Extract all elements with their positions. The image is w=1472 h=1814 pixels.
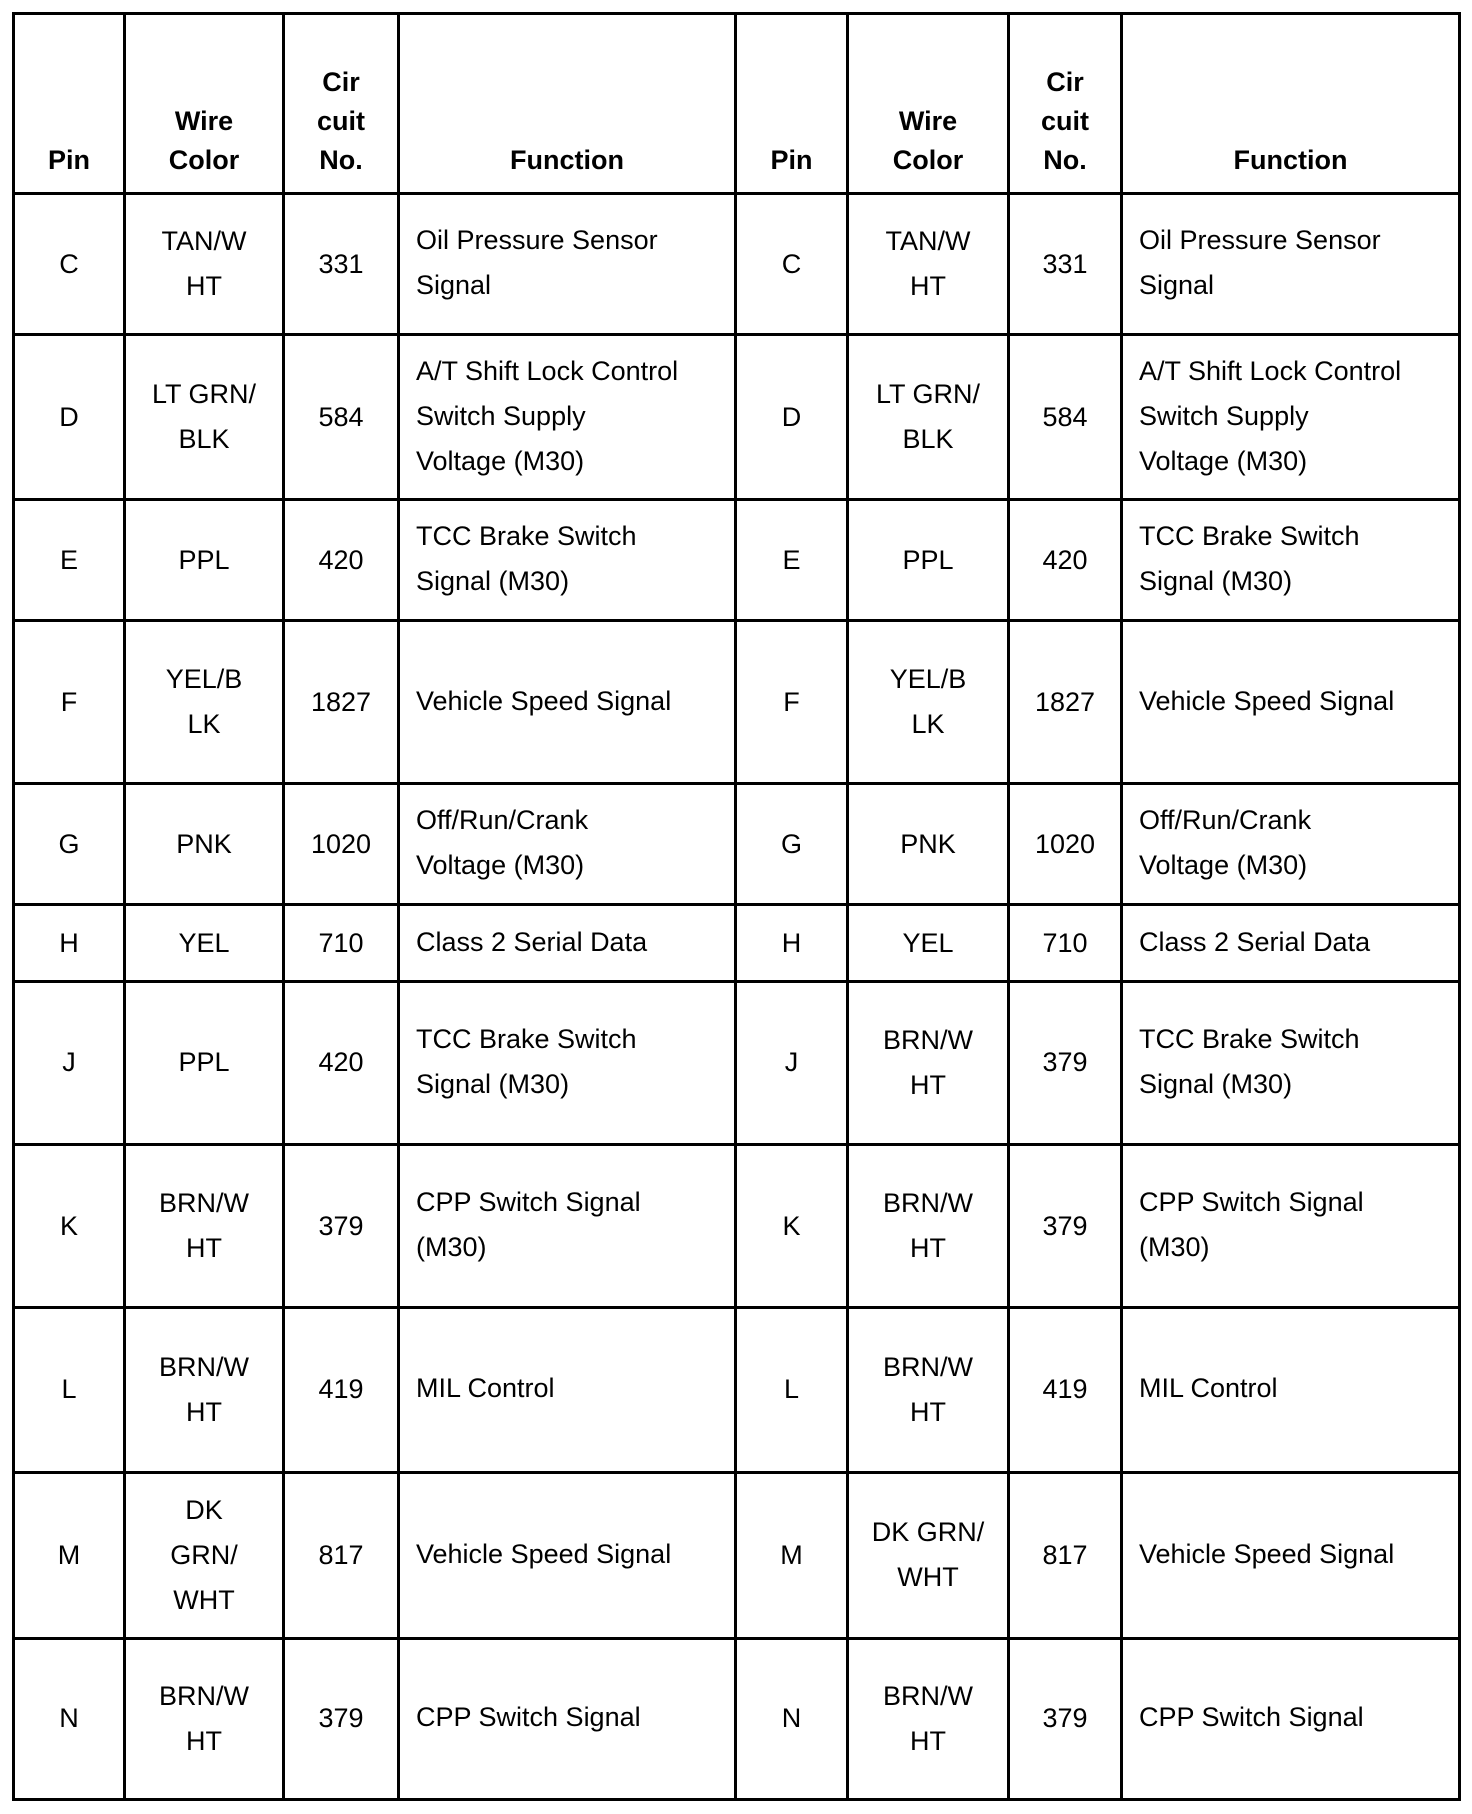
function-cell: CPP Switch Signal bbox=[399, 1638, 736, 1799]
wire-color-cell: DK GRN/ WHT bbox=[848, 1472, 1009, 1638]
circuit-no-cell: 584 bbox=[1009, 335, 1122, 500]
circuit-no-cell: 419 bbox=[284, 1308, 399, 1472]
pin-cell: D bbox=[736, 335, 848, 500]
function-cell: MIL Control bbox=[399, 1308, 736, 1472]
wire-color-cell: LT GRN/ BLK bbox=[848, 335, 1009, 500]
table-row bbox=[14, 1472, 1460, 1638]
pin-cell: E bbox=[14, 500, 125, 621]
circuit-no-cell: 379 bbox=[1009, 1638, 1122, 1799]
pin-cell: K bbox=[736, 1145, 848, 1308]
circuit-no-cell: 331 bbox=[1009, 194, 1122, 335]
wire-color-cell: PPL bbox=[125, 981, 284, 1144]
circuit-no-cell: 1020 bbox=[1009, 784, 1122, 905]
function-cell: A/T Shift Lock Control Switch Supply Voltage (M30) bbox=[1122, 335, 1460, 500]
pin-cell: M bbox=[14, 1472, 125, 1638]
pin-cell: D bbox=[14, 335, 125, 500]
circuit-no-cell: 710 bbox=[1009, 905, 1122, 982]
header-circuit-no: Cir cuit No. bbox=[284, 14, 399, 194]
table-row bbox=[14, 194, 1460, 335]
wire-color-cell: BRN/W HT bbox=[125, 1308, 284, 1472]
circuit-no-cell: 379 bbox=[1009, 981, 1122, 1144]
pin-cell: J bbox=[14, 981, 125, 1144]
pin-cell: N bbox=[14, 1638, 125, 1799]
function-cell: Off/Run/Crank Voltage (M30) bbox=[1122, 784, 1460, 905]
table-row bbox=[14, 1145, 1460, 1308]
function-cell: TCC Brake Switch Signal (M30) bbox=[399, 500, 736, 621]
pin-cell: J bbox=[736, 981, 848, 1144]
pin-cell: F bbox=[736, 621, 848, 784]
table-row bbox=[14, 1638, 1460, 1799]
function-cell: CPP Switch Signal bbox=[1122, 1638, 1460, 1799]
function-cell: Class 2 Serial Data bbox=[399, 905, 736, 982]
circuit-no-cell: 331 bbox=[284, 194, 399, 335]
pin-cell: G bbox=[14, 784, 125, 905]
pin-cell: H bbox=[14, 905, 125, 982]
pin-cell: L bbox=[14, 1308, 125, 1472]
wire-color-cell: BRN/W HT bbox=[848, 1638, 1009, 1799]
function-cell: TCC Brake Switch Signal (M30) bbox=[1122, 500, 1460, 621]
table-row bbox=[14, 621, 1460, 784]
wire-color-cell: BRN/W HT bbox=[125, 1638, 284, 1799]
wire-color-cell: PNK bbox=[848, 784, 1009, 905]
wire-color-cell: YEL/B LK bbox=[125, 621, 284, 784]
function-cell: A/T Shift Lock Control Switch Supply Voltage (M30) bbox=[399, 335, 736, 500]
function-cell: Oil Pressure Sensor Signal bbox=[399, 194, 736, 335]
function-cell: TCC Brake Switch Signal (M30) bbox=[399, 981, 736, 1144]
wire-color-cell: BRN/W HT bbox=[848, 1308, 1009, 1472]
connector-pinout-table bbox=[12, 12, 1461, 1801]
table-row bbox=[14, 981, 1460, 1144]
function-cell: Vehicle Speed Signal bbox=[399, 1472, 736, 1638]
wire-color-cell: DK GRN/ WHT bbox=[125, 1472, 284, 1638]
circuit-no-cell: 817 bbox=[284, 1472, 399, 1638]
table-row bbox=[14, 905, 1460, 982]
function-cell: Vehicle Speed Signal bbox=[399, 621, 736, 784]
header-row bbox=[14, 14, 1460, 194]
table-row bbox=[14, 500, 1460, 621]
wire-color-cell: YEL/B LK bbox=[848, 621, 1009, 784]
function-cell: Off/Run/Crank Voltage (M30) bbox=[399, 784, 736, 905]
wire-color-cell: BRN/W HT bbox=[848, 1145, 1009, 1308]
pin-cell: C bbox=[736, 194, 848, 335]
circuit-no-cell: 710 bbox=[284, 905, 399, 982]
wire-color-cell: PPL bbox=[125, 500, 284, 621]
pin-cell: H bbox=[736, 905, 848, 982]
circuit-no-cell: 1827 bbox=[1009, 621, 1122, 784]
header-function: Function bbox=[399, 14, 736, 194]
circuit-no-cell: 379 bbox=[284, 1638, 399, 1799]
wire-color-cell: LT GRN/ BLK bbox=[125, 335, 284, 500]
function-cell: CPP Switch Signal (M30) bbox=[399, 1145, 736, 1308]
function-cell: CPP Switch Signal (M30) bbox=[1122, 1145, 1460, 1308]
header-pin: Pin bbox=[736, 14, 848, 194]
wire-color-cell: TAN/W HT bbox=[125, 194, 284, 335]
table-row bbox=[14, 335, 1460, 500]
circuit-no-cell: 419 bbox=[1009, 1308, 1122, 1472]
function-cell: Oil Pressure Sensor Signal bbox=[1122, 194, 1460, 335]
pin-cell: M bbox=[736, 1472, 848, 1638]
header-wire-color: Wire Color bbox=[125, 14, 284, 194]
pin-cell: K bbox=[14, 1145, 125, 1308]
function-cell: Class 2 Serial Data bbox=[1122, 905, 1460, 982]
wire-color-cell: PPL bbox=[848, 500, 1009, 621]
pin-cell: C bbox=[14, 194, 125, 335]
function-cell: MIL Control bbox=[1122, 1308, 1460, 1472]
circuit-no-cell: 379 bbox=[284, 1145, 399, 1308]
wire-color-cell: BRN/W HT bbox=[125, 1145, 284, 1308]
wire-color-cell: YEL bbox=[125, 905, 284, 982]
wire-color-cell: BRN/W HT bbox=[848, 981, 1009, 1144]
table-row bbox=[14, 1308, 1460, 1472]
circuit-no-cell: 420 bbox=[1009, 500, 1122, 621]
pin-cell: E bbox=[736, 500, 848, 621]
wire-color-cell: YEL bbox=[848, 905, 1009, 982]
function-cell: Vehicle Speed Signal bbox=[1122, 621, 1460, 784]
pin-cell: G bbox=[736, 784, 848, 905]
pin-cell: F bbox=[14, 621, 125, 784]
function-cell: Vehicle Speed Signal bbox=[1122, 1472, 1460, 1638]
circuit-no-cell: 1827 bbox=[284, 621, 399, 784]
circuit-no-cell: 379 bbox=[1009, 1145, 1122, 1308]
table-row bbox=[14, 784, 1460, 905]
header-circuit-no: Cir cuit No. bbox=[1009, 14, 1122, 194]
header-function: Function bbox=[1122, 14, 1460, 194]
header-pin: Pin bbox=[14, 14, 125, 194]
function-cell: TCC Brake Switch Signal (M30) bbox=[1122, 981, 1460, 1144]
wire-color-cell: PNK bbox=[125, 784, 284, 905]
circuit-no-cell: 420 bbox=[284, 500, 399, 621]
wire-color-cell: TAN/W HT bbox=[848, 194, 1009, 335]
circuit-no-cell: 584 bbox=[284, 335, 399, 500]
pin-cell: L bbox=[736, 1308, 848, 1472]
header-wire-color: Wire Color bbox=[848, 14, 1009, 194]
table-body bbox=[14, 194, 1460, 1800]
circuit-no-cell: 817 bbox=[1009, 1472, 1122, 1638]
pin-cell: N bbox=[736, 1638, 848, 1799]
circuit-no-cell: 420 bbox=[284, 981, 399, 1144]
circuit-no-cell: 1020 bbox=[284, 784, 399, 905]
